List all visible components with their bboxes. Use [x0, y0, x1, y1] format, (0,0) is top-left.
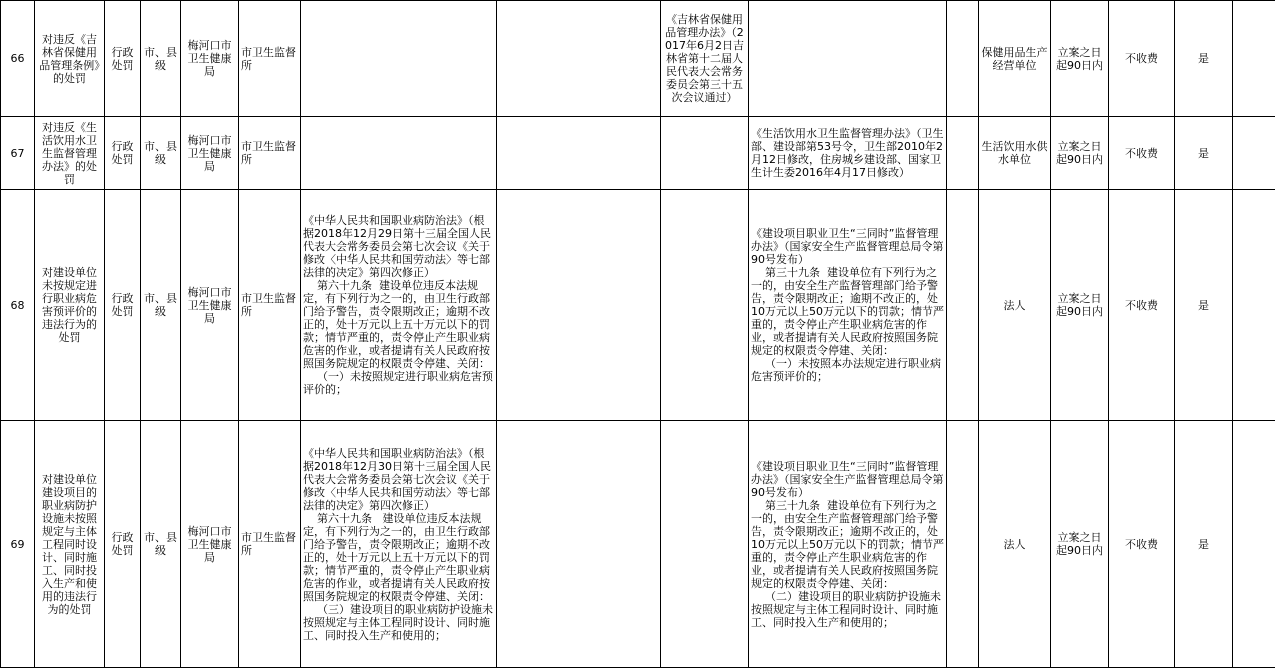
regulation-basis	[661, 190, 749, 421]
table-row	[1, 117, 1275, 190]
fee: 不收费	[1109, 1, 1175, 117]
empty-cell	[497, 190, 661, 421]
rule-basis	[749, 1, 947, 117]
time-limit: 立案之日起90日内	[1051, 1, 1109, 117]
item-department: 梅河口市卫生健康局	[181, 421, 239, 668]
rule-basis: 《建设项目职业卫生“三同时”监督管理办法》（国家安全生产监督管理总局令第90号发布） 第三十九条 建设单位有下列行为之一的，由安全生产监督管理部门给予警告，责令限期改正；逾期不改正的，处10万元以上50万元以下的罚款；情节严重的，责令停止产生职业病危害的作业，或者提请有关人民政府按照国务院规定的权限责令停建、关闭： （二）建设项目的职业病防护设施未按照规定与主体工程同时设计、同时施工、同时投入生产和使用的；	[749, 421, 947, 668]
target-object: 生活饮用水供水单位	[979, 117, 1051, 190]
item-type: 行政处罚	[105, 1, 141, 117]
target-object: 保健用品生产经营单位	[979, 1, 1051, 117]
row-number: 68	[1, 190, 35, 421]
law-basis	[301, 1, 497, 117]
regulation-basis	[661, 421, 749, 668]
empty-cell	[1233, 1, 1275, 117]
item-type: 行政处罚	[105, 117, 141, 190]
fee: 不收费	[1109, 117, 1175, 190]
law-basis: 《中华人民共和国职业病防治法》（根据2018年12月30日第十三届全国人民代表大会常务委员会第七次会议《关于修改〈中华人民共和国劳动法〉等七部法律的决定》第四次修正） 第六十九条 建设单位违反本法规定，有下列行为之一的，由卫生行政部门给予警告，责令限期改正；逾期不改正的，处十万元以上五十万元以下的罚款；情节严重的，责令停止产生职业病危害的作业，或者提请有关人民政府按照国务院规定的权限责令停建、关闭： （三）建设项目的职业病防护设施未按照规定与主体工程同时设计、同时施工、同时投入生产和使用的；	[301, 421, 497, 668]
item-type: 行政处罚	[105, 421, 141, 668]
item-level: 市、县级	[141, 117, 181, 190]
table-row	[1, 1, 1275, 117]
flag-yes: 是	[1175, 190, 1233, 421]
empty-cell	[947, 1, 979, 117]
empty-cell	[497, 1, 661, 117]
law-basis: 《中华人民共和国职业病防治法》（根据2018年12月29日第十三届全国人民代表大会常务委员会第七次会议《关于修改〈中华人民共和国劳动法〉等七部法律的决定》第四次修正） 第六十九条 建设单位违反本法规定，有下列行为之一的，由卫生行政部门给予警告，责令限期改正；逾期不改正的，处十万元以上五十万元以下的罚款；情节严重的，责令停止产生职业病危害的作业，或者提请有关人民政府按照国务院规定的权限责令停建、关闭： （一）未按照规定进行职业病危害预评价的；	[301, 190, 497, 421]
law-basis	[301, 117, 497, 190]
item-department: 梅河口市卫生健康局	[181, 190, 239, 421]
row-number: 66	[1, 1, 35, 117]
item-unit: 市卫生监督所	[239, 117, 301, 190]
fee: 不收费	[1109, 421, 1175, 668]
row-number: 69	[1, 421, 35, 668]
flag-yes: 是	[1175, 1, 1233, 117]
flag-yes: 是	[1175, 421, 1233, 668]
time-limit: 立案之日起90日内	[1051, 117, 1109, 190]
regulation-basis: 《吉林省保健用品管理办法》（2017年6月2日吉林省第十二届人民代表大会常务委员会第三十五次会议通过）	[661, 1, 749, 117]
empty-cell	[497, 421, 661, 668]
time-limit: 立案之日起90日内	[1051, 421, 1109, 668]
fee: 不收费	[1109, 190, 1175, 421]
rule-basis: 《生活饮用水卫生监督管理办法》（卫生部、建设部第53号令，卫生部2010年2月12日修改，住房城乡建设部、国家卫生计生委2016年4月17日修改）	[749, 117, 947, 190]
target-object: 法人	[979, 421, 1051, 668]
item-name: 对建设单位建设项目的职业病防护设施未按照规定与主体工程同时设计、同时施工、同时投入生产和使用的违法行为的处罚	[35, 421, 105, 668]
item-level: 市、县级	[141, 1, 181, 117]
empty-cell	[1233, 190, 1275, 421]
empty-cell	[1233, 117, 1275, 190]
item-name: 对违反《吉林省保健用品管理条例》的处罚	[35, 1, 105, 117]
item-type: 行政处罚	[105, 190, 141, 421]
table-row	[1, 421, 1275, 668]
item-department: 梅河口市卫生健康局	[181, 1, 239, 117]
item-name: 对建设单位未按规定进行职业病危害预评价的违法行为的处罚	[35, 190, 105, 421]
item-unit: 市卫生监督所	[239, 421, 301, 668]
empty-cell	[947, 190, 979, 421]
item-unit: 市卫生监督所	[239, 1, 301, 117]
item-level: 市、县级	[141, 421, 181, 668]
table-row	[1, 190, 1275, 421]
row-number: 67	[1, 117, 35, 190]
empty-cell	[497, 117, 661, 190]
target-object: 法人	[979, 190, 1051, 421]
flag-yes: 是	[1175, 117, 1233, 190]
item-name: 对违反《生活饮用水卫生监督管理办法》的处罚	[35, 117, 105, 190]
item-unit: 市卫生监督所	[239, 190, 301, 421]
empty-cell	[1233, 421, 1275, 668]
empty-cell	[947, 421, 979, 668]
item-level: 市、县级	[141, 190, 181, 421]
empty-cell	[947, 117, 979, 190]
time-limit: 立案之日起90日内	[1051, 190, 1109, 421]
rule-basis: 《建设项目职业卫生“三同时”监督管理办法》（国家安全生产监督管理总局令第90号发布） 第三十九条 建设单位有下列行为之一的，由安全生产监督管理部门给予警告，责令限期改正；逾期不改正的，处10万元以上50万元以下的罚款；情节严重的，责令停止产生职业病危害的作业，或者提请有关人民政府按照国务院规定的权限责令停建、关闭： （一）未按照本办法规定进行职业病危害预评价的；	[749, 190, 947, 421]
item-department: 梅河口市卫生健康局	[181, 117, 239, 190]
regulation-basis	[661, 117, 749, 190]
